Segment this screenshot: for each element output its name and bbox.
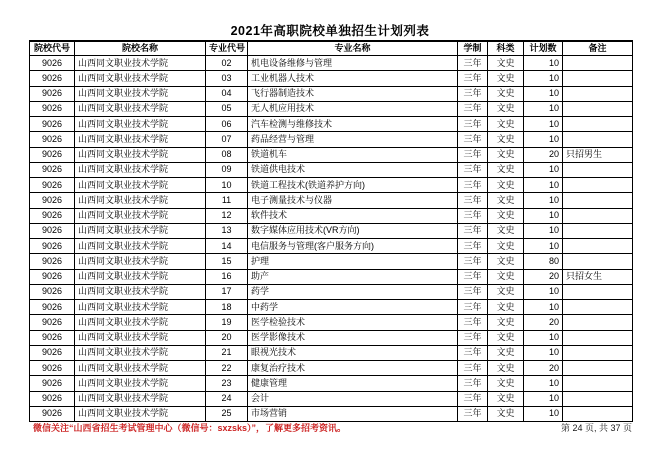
cell-college-name: 山西同文职业技术学院	[75, 56, 206, 71]
cell-college-code: 9026	[30, 117, 75, 132]
cell-major-code: 04	[206, 86, 248, 101]
cell-college-code: 9026	[30, 162, 75, 177]
cell-remark	[563, 254, 633, 269]
table-row	[30, 254, 633, 269]
cell-remark	[563, 300, 633, 315]
cell-college-name: 山西同文职业技术学院	[75, 71, 206, 86]
cell-duration: 三年	[458, 376, 488, 391]
header-category: 科类	[488, 41, 524, 56]
table-row	[30, 117, 633, 132]
cell-major-code: 21	[206, 345, 248, 360]
cell-college-code: 9026	[30, 178, 75, 193]
cell-major-code: 11	[206, 193, 248, 208]
cell-remark	[563, 223, 633, 238]
cell-college-code: 9026	[30, 406, 75, 421]
cell-category: 文史	[488, 315, 524, 330]
cell-college-name: 山西同文职业技术学院	[75, 86, 206, 101]
cell-remark	[563, 391, 633, 406]
cell-major-code: 09	[206, 162, 248, 177]
cell-college-code: 9026	[30, 71, 75, 86]
cell-college-name: 山西同文职业技术学院	[75, 223, 206, 238]
cell-college-code: 9026	[30, 345, 75, 360]
cell-remark	[563, 406, 633, 421]
cell-remark	[563, 330, 633, 345]
cell-duration: 三年	[458, 101, 488, 116]
cell-plan-count: 10	[524, 162, 563, 177]
header-plan-count: 计划数	[524, 41, 563, 56]
cell-college-code: 9026	[30, 315, 75, 330]
cell-category: 文史	[488, 269, 524, 284]
table-row	[30, 101, 633, 116]
cell-major-code: 16	[206, 269, 248, 284]
cell-remark	[563, 376, 633, 391]
cell-major-code: 02	[206, 56, 248, 71]
cell-college-name: 山西同文职业技术学院	[75, 208, 206, 223]
cell-plan-count: 10	[524, 208, 563, 223]
cell-major-name: 数字媒体应用技术(VR方向)	[248, 223, 458, 238]
cell-major-name: 医学检验技术	[248, 315, 458, 330]
header-major-name: 专业名称	[248, 41, 458, 56]
cell-plan-count: 10	[524, 300, 563, 315]
cell-remark	[563, 239, 633, 254]
table-row	[30, 193, 633, 208]
cell-category: 文史	[488, 406, 524, 421]
cell-major-name: 护理	[248, 254, 458, 269]
cell-category: 文史	[488, 330, 524, 345]
cell-major-code: 23	[206, 376, 248, 391]
cell-college-name: 山西同文职业技术学院	[75, 315, 206, 330]
cell-category: 文史	[488, 391, 524, 406]
cell-major-name: 无人机应用技术	[248, 101, 458, 116]
cell-college-code: 9026	[30, 147, 75, 162]
cell-category: 文史	[488, 147, 524, 162]
cell-college-code: 9026	[30, 56, 75, 71]
table-row	[30, 269, 633, 284]
cell-category: 文史	[488, 284, 524, 299]
table-row	[30, 284, 633, 299]
cell-college-name: 山西同文职业技术学院	[75, 361, 206, 376]
table-row	[30, 345, 633, 360]
table-row	[30, 132, 633, 147]
enrollment-plan-table	[29, 40, 633, 422]
cell-category: 文史	[488, 71, 524, 86]
cell-duration: 三年	[458, 178, 488, 193]
table-row	[30, 315, 633, 330]
cell-plan-count: 10	[524, 239, 563, 254]
cell-duration: 三年	[458, 284, 488, 299]
cell-plan-count: 10	[524, 56, 563, 71]
cell-major-name: 药学	[248, 284, 458, 299]
cell-duration: 三年	[458, 254, 488, 269]
table-body	[30, 56, 633, 422]
table-row	[30, 330, 633, 345]
cell-duration: 三年	[458, 117, 488, 132]
cell-plan-count: 10	[524, 101, 563, 116]
table-row	[30, 376, 633, 391]
cell-college-name: 山西同文职业技术学院	[75, 300, 206, 315]
cell-remark: 只招女生	[563, 269, 633, 284]
cell-college-code: 9026	[30, 239, 75, 254]
cell-college-name: 山西同文职业技术学院	[75, 239, 206, 254]
cell-major-name: 会计	[248, 391, 458, 406]
cell-remark	[563, 284, 633, 299]
cell-college-name: 山西同文职业技术学院	[75, 391, 206, 406]
cell-major-code: 17	[206, 284, 248, 299]
cell-category: 文史	[488, 208, 524, 223]
cell-college-name: 山西同文职业技术学院	[75, 406, 206, 421]
cell-plan-count: 10	[524, 178, 563, 193]
cell-major-name: 电信服务与管理(客户服务方向)	[248, 239, 458, 254]
cell-category: 文史	[488, 300, 524, 315]
table-row	[30, 361, 633, 376]
cell-plan-count: 80	[524, 254, 563, 269]
cell-major-code: 22	[206, 361, 248, 376]
cell-plan-count: 10	[524, 345, 563, 360]
cell-major-name: 工业机器人技术	[248, 71, 458, 86]
cell-remark	[563, 345, 633, 360]
cell-plan-count: 10	[524, 391, 563, 406]
cell-category: 文史	[488, 193, 524, 208]
cell-duration: 三年	[458, 391, 488, 406]
cell-plan-count: 10	[524, 406, 563, 421]
cell-college-name: 山西同文职业技术学院	[75, 147, 206, 162]
cell-remark	[563, 193, 633, 208]
cell-major-code: 06	[206, 117, 248, 132]
cell-college-name: 山西同文职业技术学院	[75, 376, 206, 391]
cell-major-code: 15	[206, 254, 248, 269]
cell-college-name: 山西同文职业技术学院	[75, 254, 206, 269]
table-row	[30, 208, 633, 223]
cell-college-code: 9026	[30, 330, 75, 345]
cell-remark	[563, 361, 633, 376]
cell-remark	[563, 208, 633, 223]
cell-college-code: 9026	[30, 86, 75, 101]
cell-major-code: 19	[206, 315, 248, 330]
cell-duration: 三年	[458, 162, 488, 177]
cell-duration: 三年	[458, 361, 488, 376]
cell-remark	[563, 101, 633, 116]
cell-plan-count: 10	[524, 330, 563, 345]
cell-category: 文史	[488, 239, 524, 254]
cell-college-code: 9026	[30, 101, 75, 116]
cell-major-name: 眼视光技术	[248, 345, 458, 360]
cell-college-name: 山西同文职业技术学院	[75, 193, 206, 208]
cell-duration: 三年	[458, 132, 488, 147]
cell-major-code: 05	[206, 101, 248, 116]
cell-duration: 三年	[458, 269, 488, 284]
cell-major-name: 健康管理	[248, 376, 458, 391]
cell-duration: 三年	[458, 315, 488, 330]
cell-college-name: 山西同文职业技术学院	[75, 284, 206, 299]
header-duration: 学制	[458, 41, 488, 56]
cell-category: 文史	[488, 223, 524, 238]
cell-duration: 三年	[458, 56, 488, 71]
cell-duration: 三年	[458, 330, 488, 345]
cell-college-code: 9026	[30, 208, 75, 223]
cell-plan-count: 10	[524, 193, 563, 208]
cell-duration: 三年	[458, 71, 488, 86]
cell-major-code: 03	[206, 71, 248, 86]
table-header-row	[30, 41, 633, 56]
cell-remark	[563, 86, 633, 101]
page-number: 第 24 页, 共 37 页	[560, 423, 632, 433]
cell-college-name: 山西同文职业技术学院	[75, 162, 206, 177]
cell-duration: 三年	[458, 147, 488, 162]
header-remark: 备注	[563, 41, 633, 56]
cell-plan-count: 20	[524, 361, 563, 376]
cell-duration: 三年	[458, 223, 488, 238]
cell-major-name: 中药学	[248, 300, 458, 315]
cell-category: 文史	[488, 132, 524, 147]
cell-category: 文史	[488, 376, 524, 391]
cell-duration: 三年	[458, 86, 488, 101]
cell-major-name: 铁道供电技术	[248, 162, 458, 177]
cell-college-name: 山西同文职业技术学院	[75, 269, 206, 284]
cell-remark: 只招男生	[563, 147, 633, 162]
cell-college-name: 山西同文职业技术学院	[75, 330, 206, 345]
cell-major-name: 汽车检测与维修技术	[248, 117, 458, 132]
table-row	[30, 391, 633, 406]
cell-college-code: 9026	[30, 391, 75, 406]
cell-plan-count: 20	[524, 315, 563, 330]
cell-major-code: 10	[206, 178, 248, 193]
table-row	[30, 300, 633, 315]
cell-major-name: 药品经营与管理	[248, 132, 458, 147]
cell-major-name: 铁道工程技术(铁道养护方向)	[248, 178, 458, 193]
cell-major-code: 25	[206, 406, 248, 421]
cell-duration: 三年	[458, 300, 488, 315]
cell-plan-count: 10	[524, 86, 563, 101]
cell-remark	[563, 71, 633, 86]
cell-remark	[563, 162, 633, 177]
cell-plan-count: 20	[524, 269, 563, 284]
cell-category: 文史	[488, 86, 524, 101]
cell-plan-count: 10	[524, 376, 563, 391]
cell-plan-count: 10	[524, 223, 563, 238]
cell-plan-count: 20	[524, 147, 563, 162]
cell-remark	[563, 132, 633, 147]
cell-college-name: 山西同文职业技术学院	[75, 178, 206, 193]
cell-category: 文史	[488, 117, 524, 132]
cell-college-name: 山西同文职业技术学院	[75, 101, 206, 116]
table-row	[30, 406, 633, 421]
table-row	[30, 56, 633, 71]
cell-major-name: 电子测量技术与仪器	[248, 193, 458, 208]
cell-major-name: 助产	[248, 269, 458, 284]
cell-duration: 三年	[458, 345, 488, 360]
cell-college-name: 山西同文职业技术学院	[75, 132, 206, 147]
table-row	[30, 223, 633, 238]
cell-college-code: 9026	[30, 223, 75, 238]
cell-college-code: 9026	[30, 193, 75, 208]
cell-remark	[563, 56, 633, 71]
cell-category: 文史	[488, 162, 524, 177]
cell-category: 文史	[488, 101, 524, 116]
cell-college-code: 9026	[30, 300, 75, 315]
table-row	[30, 147, 633, 162]
cell-major-code: 07	[206, 132, 248, 147]
cell-category: 文史	[488, 178, 524, 193]
cell-duration: 三年	[458, 239, 488, 254]
table-row	[30, 71, 633, 86]
cell-plan-count: 10	[524, 132, 563, 147]
table-row	[30, 178, 633, 193]
header-major-code: 专业代号	[206, 41, 248, 56]
cell-college-code: 9026	[30, 284, 75, 299]
cell-college-code: 9026	[30, 269, 75, 284]
cell-duration: 三年	[458, 406, 488, 421]
cell-category: 文史	[488, 56, 524, 71]
cell-major-code: 08	[206, 147, 248, 162]
cell-category: 文史	[488, 345, 524, 360]
cell-duration: 三年	[458, 193, 488, 208]
cell-major-code: 14	[206, 239, 248, 254]
cell-major-name: 铁道机车	[248, 147, 458, 162]
cell-major-name: 市场营销	[248, 406, 458, 421]
cell-major-code: 24	[206, 391, 248, 406]
cell-remark	[563, 117, 633, 132]
cell-remark	[563, 315, 633, 330]
cell-major-name: 飞行器制造技术	[248, 86, 458, 101]
header-college-code: 院校代号	[30, 41, 75, 56]
cell-college-name: 山西同文职业技术学院	[75, 345, 206, 360]
cell-remark	[563, 178, 633, 193]
cell-plan-count: 10	[524, 117, 563, 132]
cell-duration: 三年	[458, 208, 488, 223]
cell-major-code: 12	[206, 208, 248, 223]
cell-major-name: 医学影像技术	[248, 330, 458, 345]
cell-plan-count: 10	[524, 284, 563, 299]
page-title: 2021年高职院校单独招生计划列表	[230, 24, 430, 38]
cell-major-code: 20	[206, 330, 248, 345]
cell-plan-count: 10	[524, 71, 563, 86]
cell-category: 文史	[488, 361, 524, 376]
cell-major-code: 13	[206, 223, 248, 238]
cell-category: 文史	[488, 254, 524, 269]
table-row	[30, 239, 633, 254]
cell-college-name: 山西同文职业技术学院	[75, 117, 206, 132]
cell-college-code: 9026	[30, 254, 75, 269]
cell-major-name: 康复治疗技术	[248, 361, 458, 376]
cell-major-code: 18	[206, 300, 248, 315]
wechat-notice: 微信关注“山西省招生考试管理中心（微信号：sxzsks）”，了解更多招考资讯。	[33, 423, 347, 433]
cell-college-code: 9026	[30, 361, 75, 376]
table-row	[30, 86, 633, 101]
table-row	[30, 162, 633, 177]
cell-major-name: 软件技术	[248, 208, 458, 223]
header-college-name: 院校名称	[75, 41, 206, 56]
cell-college-code: 9026	[30, 376, 75, 391]
cell-college-code: 9026	[30, 132, 75, 147]
cell-major-name: 机电设备维修与管理	[248, 56, 458, 71]
